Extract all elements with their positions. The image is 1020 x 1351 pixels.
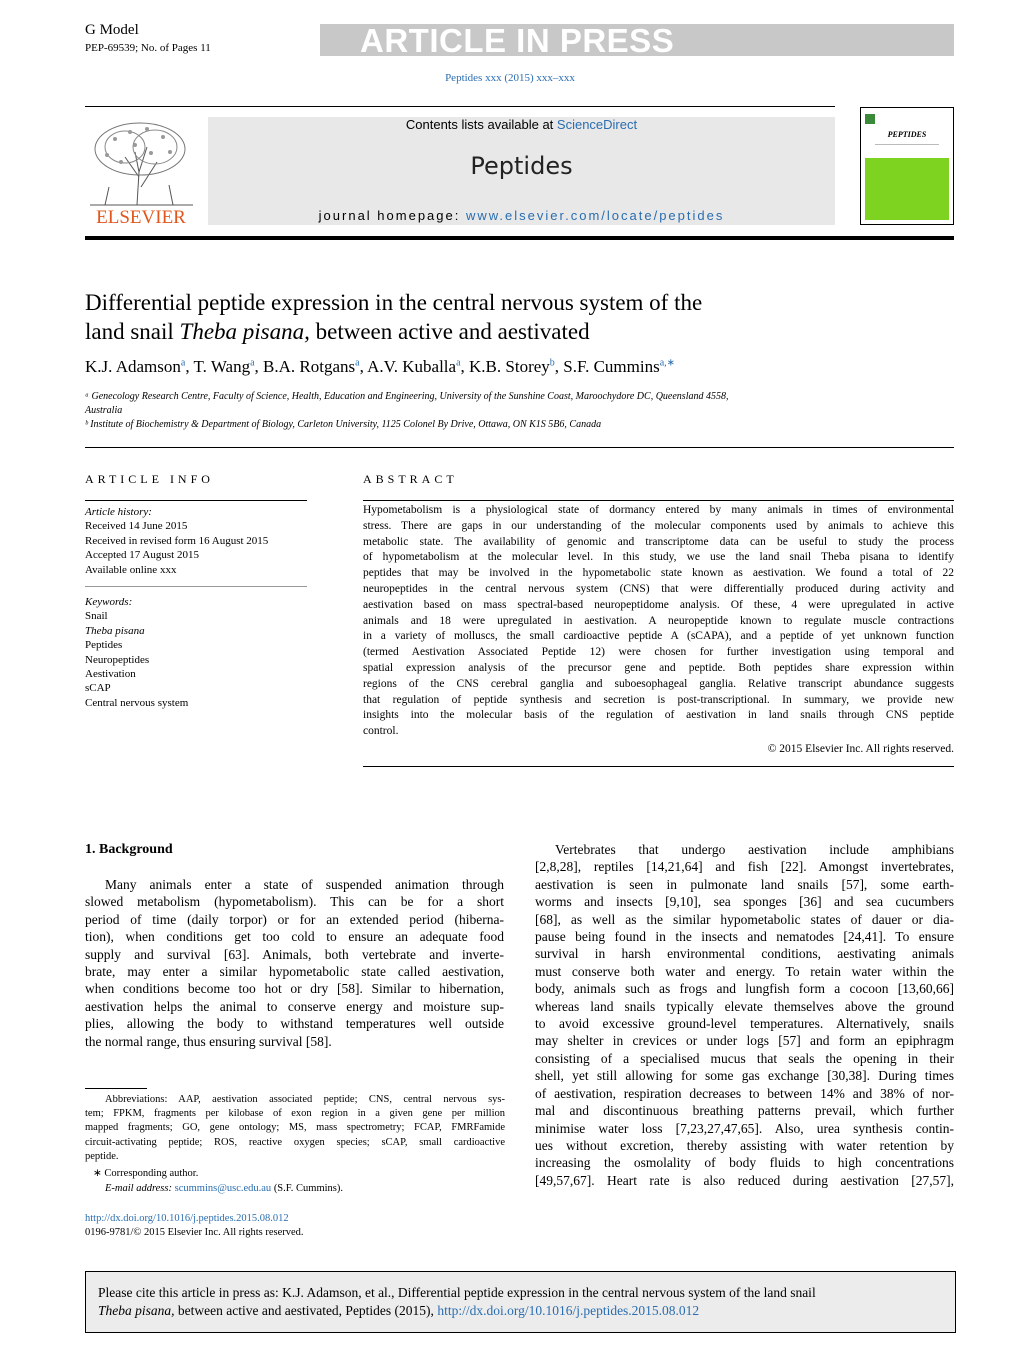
cover-rule [875, 144, 939, 145]
history-item: Accepted 17 August 2015 [85, 549, 199, 562]
history-item: Received in revised form 16 August 2015 [85, 534, 269, 547]
abstract-bottom-rule [363, 766, 954, 767]
article-info-heading: ARTICLE INFO [85, 472, 214, 486]
issn-line: 0196-9781/© 2015 Elsevier Inc. All rights reserved. [85, 1227, 304, 1238]
body-line: slowed metabolism (hypometabolism). This can be for a short [85, 894, 504, 910]
body-line: aestivation is seen in pulmonate land snails [57], some earth- [535, 876, 954, 892]
front-matter-rule [85, 447, 954, 448]
abstract-text [363, 503, 954, 740]
body-line: Vertebrates that undergo aestivation include amphibians [555, 842, 954, 857]
journal-cover[interactable] [860, 107, 954, 225]
body-line: aestivation helps the animal to conserve energy and moisture sup- [85, 998, 504, 1014]
elsevier-wordmark: ELSEVIER [96, 207, 186, 228]
history-item: Available online xxx [85, 563, 177, 576]
keywords-rule [85, 586, 307, 587]
left-column-text [85, 876, 504, 1050]
keyword: Aestivation [85, 668, 136, 681]
body-line: [49,57,67]. Heart rate is also reduced during aestivation [27,57], [535, 1172, 954, 1188]
article-info-rule [85, 500, 307, 501]
abstract-line: regions of the CNS cerebral ganglia and suboesophageal ganglia. Relative transcript abundance suggests [363, 677, 954, 690]
abstract-line: peptides that may be involved in the hypometabolic state known as aestivation. We found a total of 22 [363, 567, 954, 580]
body-line: whereas land snails typically elevate themselves above the ground [535, 998, 954, 1014]
cover-title: PEPTIDES [887, 130, 927, 139]
article-in-press-banner: ARTICLE IN PRESS [320, 24, 954, 56]
body-line: minimise water loss [7,23,27,47,65]. Also, urea synthesis contin- [535, 1120, 954, 1136]
title-line-1: Differential peptide expression in the central nervous system of the [85, 290, 703, 315]
abstract-line: neuropeptides in the central nervous system (CNS) that were differentially produced during activity and [363, 582, 954, 595]
email-link[interactable]: scummins@usc.edu.au [174, 1183, 272, 1194]
keyword: Central nervous system [85, 696, 189, 709]
keyword: Peptides [85, 639, 123, 652]
citation-line-1: Please cite this article in press as: K.J. Adamson, et al., Differential peptide expression in the central nervous system of the land snail [98, 1285, 816, 1300]
body-line: the normal range, thus ensuring survival [58]. [85, 1033, 332, 1049]
body-line: supply and survival [63]. Animals, both vertebrate and inverte- [85, 946, 504, 962]
cover-top [865, 112, 949, 157]
abstract-line: Hypometabolism is a physiological state of dormancy entered by many animals in times of environmental [363, 504, 954, 516]
history-item: Received 14 June 2015 [85, 520, 188, 533]
author[interactable]: B.A. Rotgans [263, 357, 356, 376]
body-line: consisting of a specialised mucus that seals the opening in their [535, 1050, 954, 1066]
abstract-heading: ABSTRACT [363, 472, 458, 486]
body-line: period of time (daily torpor) or for an extended period (hiberna- [85, 911, 504, 927]
author[interactable]: K.J. Adamson [85, 357, 181, 376]
homepage-link[interactable]: www.elsevier.com/locate/peptides [465, 208, 725, 223]
author[interactable]: T. Wang [193, 357, 251, 376]
journal-homepage-line [208, 208, 835, 223]
body-line: pause being found in the insects and nematodes [24,41]. To ensure [535, 929, 954, 945]
affiliation-b: ᵇ Institute of Biochemistry & Department of Biology, Carleton University, 1125 Colonel By Drive, Ottawa, ON K1S 5B6, Canada [85, 419, 602, 430]
body-line: of aestivation, respiration decreases to between 14% and 38% of nor- [535, 1085, 954, 1101]
email-suffix: (S.F. Cummins). [271, 1183, 343, 1194]
footnote-line: Abbreviations: AAP, aestivation associated peptide; CNS, central nervous sys- [105, 1094, 505, 1105]
keyword: Neuropeptides [85, 653, 150, 666]
keyword: Theba pisana [85, 624, 145, 637]
journal-reference[interactable]: Peptides xxx (2015) xxx–xxx [445, 72, 575, 84]
author-affil-sup[interactable]: a [456, 357, 461, 369]
cover-green-panel [865, 158, 949, 220]
header-rule [85, 106, 835, 107]
title-line-2 [85, 317, 885, 346]
contents-prefix: Contents lists available at [405, 117, 557, 132]
body-line: survival in harsh environmental conditions, aestivating animals [535, 946, 954, 962]
body-line: worms and insects [9,10], sea sponges [36] and sea cucumbers [535, 894, 954, 910]
author[interactable]: S.F. Cummins [563, 357, 660, 376]
article-history [85, 505, 315, 577]
abstract-line: animals and 18 were upregulated in aestivation. A neuropeptide known to regulate muscle contractions [363, 614, 954, 627]
citation-text: between active and aestivated, Peptides (2015), [174, 1303, 438, 1318]
right-column-text [535, 841, 954, 1189]
body-line: shell, yet still allowing for some gas exchange [30,38]. During times [535, 1068, 954, 1084]
corresponding-author-note: ∗ Corresponding author. [93, 1168, 199, 1179]
body-line: tion), when conditions get too cold to ensure an adequate food [85, 929, 504, 945]
article-title [85, 288, 885, 346]
abstract-line: in a variety of molluscs, the small cardioactive peptide A (sCAPA), and a peptide of yet unknown function [363, 630, 954, 643]
contents-line [208, 117, 835, 132]
body-line: [68], as well as the similar hypometabolic states of dauer or dia- [535, 911, 954, 927]
title-line-2-start: land snail [85, 319, 180, 344]
abstract-line: control. [363, 725, 399, 738]
citation-doi-link[interactable]: http://dx.doi.org/10.1016/j.peptides.2015.08.012 [437, 1303, 700, 1318]
author-affil-sup[interactable]: a,∗ [659, 357, 676, 369]
body-line: body, animals such as frogs and lungfish form a cocoon [13,60,66] [535, 981, 954, 997]
author-affil-sup[interactable]: a [180, 357, 186, 369]
article-id-line: PEP-69539; No. of Pages 11 [85, 42, 211, 54]
abstract-copyright: © 2015 Elsevier Inc. All rights reserved. [767, 743, 954, 755]
keyword: Snail [85, 610, 108, 623]
body-line: plies, allowing the body to withstand temperatures well outside [85, 1016, 504, 1032]
body-line: ues without excretion, thereby assisting with water retention by [535, 1137, 954, 1153]
citation-box [85, 1271, 956, 1333]
affiliation-a [85, 390, 875, 418]
keyword: sCAP [85, 682, 111, 695]
footnote-line: tem; FPKM, fragments per kilobase of exon region in a given gene per million [85, 1108, 505, 1120]
doi-link[interactable]: http://dx.doi.org/10.1016/j.peptides.2015.08.012 [85, 1213, 289, 1224]
elsevier-logo[interactable] [85, 117, 197, 227]
email-label: E-mail address: [105, 1183, 175, 1194]
cover-emblem-icon [865, 114, 875, 124]
footnote-line: circuit-activating peptide; ROS, reactive oxygen species; sCAP, small cardioactive [85, 1136, 505, 1148]
sciencedirect-link[interactable]: ScienceDirect [556, 117, 638, 132]
citation-species: Theba pisana, [98, 1303, 175, 1318]
title-species: Theba pisana, [179, 319, 310, 344]
body-line: when conditions become too hot or dry [58]. Similar to hibernation, [85, 981, 504, 997]
body-line: increasing the osmolality of body fluids to high concentrations [535, 1155, 954, 1171]
author-affil-sup[interactable]: a [250, 357, 255, 369]
abstract-line: aestivation based on mass spectral-based neuropeptidome analysis. Of these, 4 were upregulated in active [363, 598, 954, 611]
body-line: may shelter in crevices or under logs [57] and form an epiphragm [535, 1033, 954, 1049]
keywords-label: Keywords: [85, 596, 133, 608]
email-note [85, 1182, 525, 1196]
author-affil-sup[interactable]: a [355, 357, 360, 369]
homepage-prefix: journal homepage: [318, 208, 466, 223]
abbreviations-footnote [85, 1093, 505, 1164]
body-line: to avoid excessive ground-level temperatures. Alternatively, snails [535, 1016, 954, 1032]
author-affil-sup[interactable]: b [549, 357, 555, 369]
footnote-line: peptide. [85, 1150, 119, 1162]
author[interactable]: A.V. Kuballa [367, 357, 457, 376]
body-line: [2,8,28], reptiles [14,21,64] and fish [22]. Amongst invertebrates, [535, 859, 954, 875]
header-thick-rule [85, 236, 954, 240]
body-line: must conserve both water and energy. To retain water within the [535, 963, 954, 979]
author-list: K.J. Adamson$^a$, T. Wang$^a$, B.A. Rotgans$^a$, A.V. Kuballa$^a$, K.B. Storey$^b$, S.F. Cummins$^{a,∗}$ [85, 357, 676, 376]
abstract-line: spatial expression analysis of the precursor gene and peptide. Both peptides share expression within [363, 661, 954, 674]
abstract-line: metabolic state. The availability of genomic and transcriptome data can be useful to study the process [363, 535, 954, 548]
body-line: brate, may enter a similar hypometabolic state called aestivation, [85, 964, 504, 980]
abstract-rule [363, 500, 954, 501]
keywords [85, 595, 315, 710]
citation-line-2 [98, 1302, 943, 1320]
footnote-line: mapped fragments; GO, gene ontology; MS, mass spectrometry; FCAP, FMRFamide [85, 1122, 505, 1134]
abstract-line: stress. There are gaps in our understanding of the molecular components used by animals to achieve this [363, 519, 954, 532]
abstract-line: that regulation of peptide synthesis and secretion is post-transcriptional. In summary, we provide new [363, 693, 954, 706]
author[interactable]: K.B. Storey [469, 357, 550, 376]
body-line: mal and discontinuous breathing patterns prevail, which further [535, 1103, 954, 1119]
abstract-line: of hypometabolism at the molecular level. In this study, we use the land snail Theba pisana to identify [363, 551, 954, 564]
title-line-2-end: between active and aestivated [309, 319, 590, 344]
history-label: Article history: [85, 506, 152, 518]
body-line: Many animals enter a state of suspended animation through [105, 877, 504, 892]
section-heading-background: 1. Background [85, 842, 173, 857]
footnote-rule [85, 1088, 147, 1089]
affiliation-a-line-2: Australia [85, 405, 123, 416]
abstract-line: insights into the molecular basis of the regulation of aestivation in land snails through CNS peptide [363, 709, 954, 722]
g-model-label: G Model [85, 22, 139, 38]
journal-name: Peptides [470, 152, 573, 180]
affiliation-a-line-1: ᵃ Genecology Research Centre, Faculty of Science, Health, Education and Engineering, University of the Sunshine Coast, Maroochydore DC, Queensland 4558, [85, 391, 729, 402]
abstract-line: (termed Aestivation Associated Peptide 12) were chosen for further investigation using temporal and [363, 646, 954, 659]
